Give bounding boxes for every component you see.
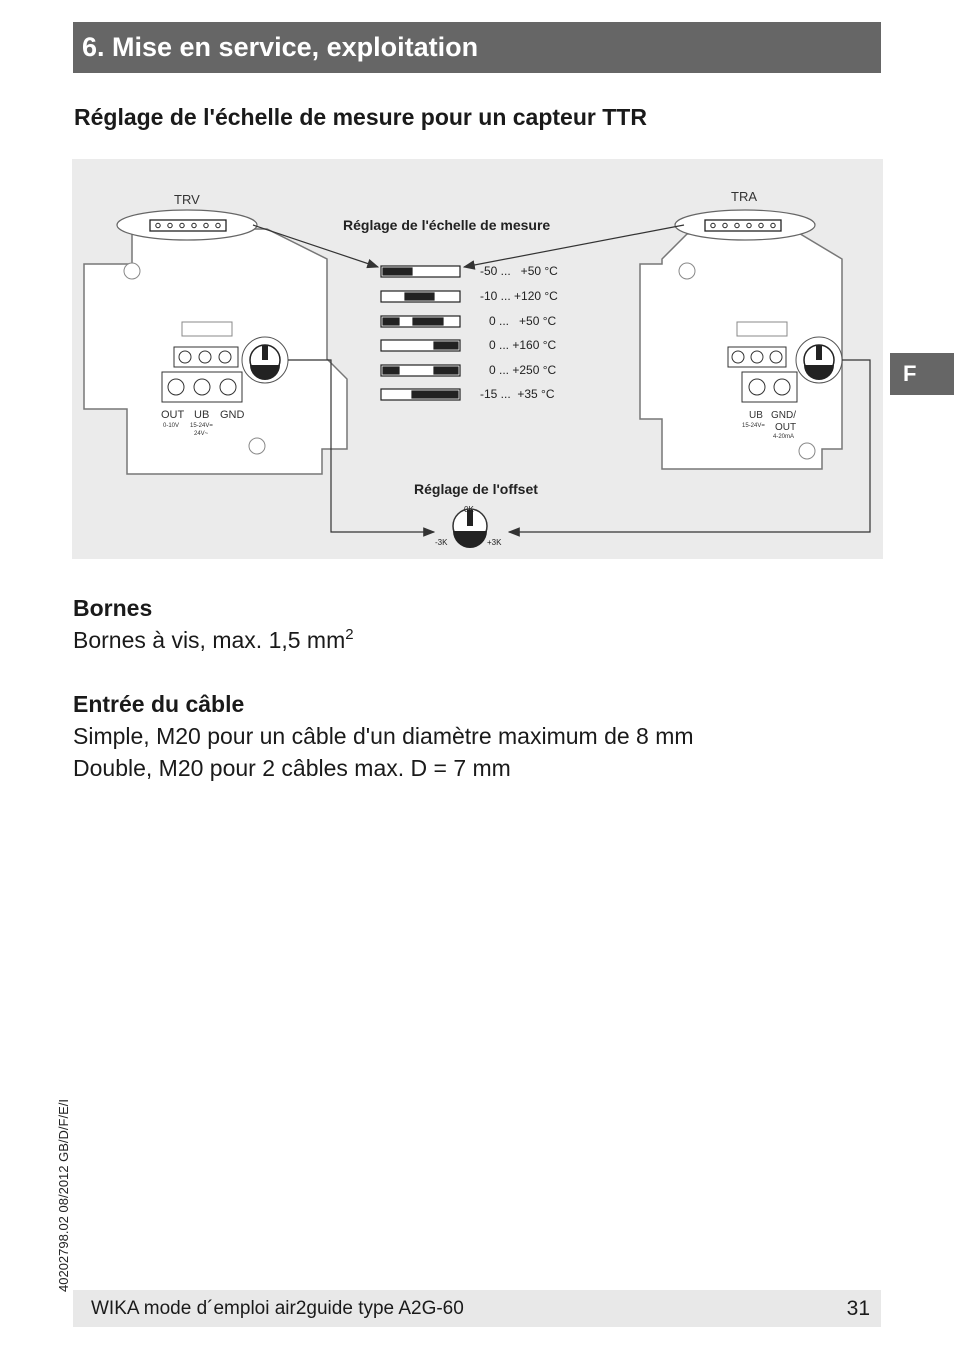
right-terminal-note-1: 15-24V= (742, 423, 765, 429)
offset-minus-label: -3K (435, 538, 448, 547)
left-terminal-labels (161, 409, 245, 421)
offset-zero-label: 0K (464, 505, 474, 514)
tra-label: TRA (731, 189, 757, 204)
range-5: 0 ... +250 °C (489, 363, 557, 377)
offset-potentiometer (453, 509, 487, 548)
left-terminal-gnd: GND (220, 409, 245, 421)
offset-plus-label: +3K (487, 538, 502, 547)
tra-housing (640, 210, 842, 469)
right-terminal-note-2: 4-20mA (773, 434, 795, 440)
section-title: 6. Mise en service, exploitation (82, 32, 479, 62)
left-terminal-note-3: 24V~ (194, 431, 209, 437)
range-3: 0 ... +50 °C (489, 314, 557, 328)
section-title-bar (73, 22, 881, 73)
trv-housing (84, 210, 347, 474)
wiring-diagram (72, 159, 883, 559)
range-6: -15 ... +35 °C (480, 387, 555, 401)
footer (73, 1290, 881, 1327)
cable-line-2: Double, M20 pour 2 câbles max. D = 7 mm (73, 755, 511, 781)
range-4: 0 ... +160 °C (489, 338, 557, 352)
footer-text: WIKA mode d´emploi air2guide type A2G-60 (91, 1298, 464, 1319)
left-terminal-note-2: 15-24V= (190, 423, 213, 429)
terminals-text (73, 624, 354, 656)
terminals-section (73, 592, 354, 656)
range-labels (480, 264, 558, 401)
cable-title: Entrée du câble (73, 691, 245, 717)
terminals-title: Bornes (73, 595, 153, 621)
right-terminal-ub: UB (749, 410, 763, 421)
subheading: Réglage de l'échelle de mesure pour un capteur TTR (74, 104, 647, 130)
offset-title: Réglage de l'offset (414, 481, 538, 497)
document-code: 40202798.02 08/2012 GB/D/F/E/I (56, 1099, 71, 1292)
left-terminal-out: OUT (161, 409, 185, 421)
left-terminal-note-1: 0-10V (163, 423, 180, 429)
right-terminal-out: OUT (775, 422, 797, 433)
trv-label: TRV (174, 192, 200, 207)
scale-title: Réglage de l'échelle de mesure (343, 217, 551, 233)
terminals-text-sup: 2 (345, 626, 354, 643)
cable-section (73, 688, 694, 784)
cable-line-1: Simple, M20 pour un câble d'un diamètre maximum de 8 mm (73, 723, 694, 749)
page-number: 31 (846, 1297, 870, 1320)
jumper-rows (381, 266, 460, 400)
range-2: -10 ... +120 °C (480, 289, 558, 303)
left-terminal-ub: UB (194, 409, 210, 421)
range-1: -50 ... +50 °C (480, 264, 558, 278)
terminals-text-main: Bornes à vis, max. 1,5 mm (73, 627, 346, 653)
right-terminal-gnd: GND/ (771, 410, 796, 421)
language-tab: F (890, 353, 954, 395)
